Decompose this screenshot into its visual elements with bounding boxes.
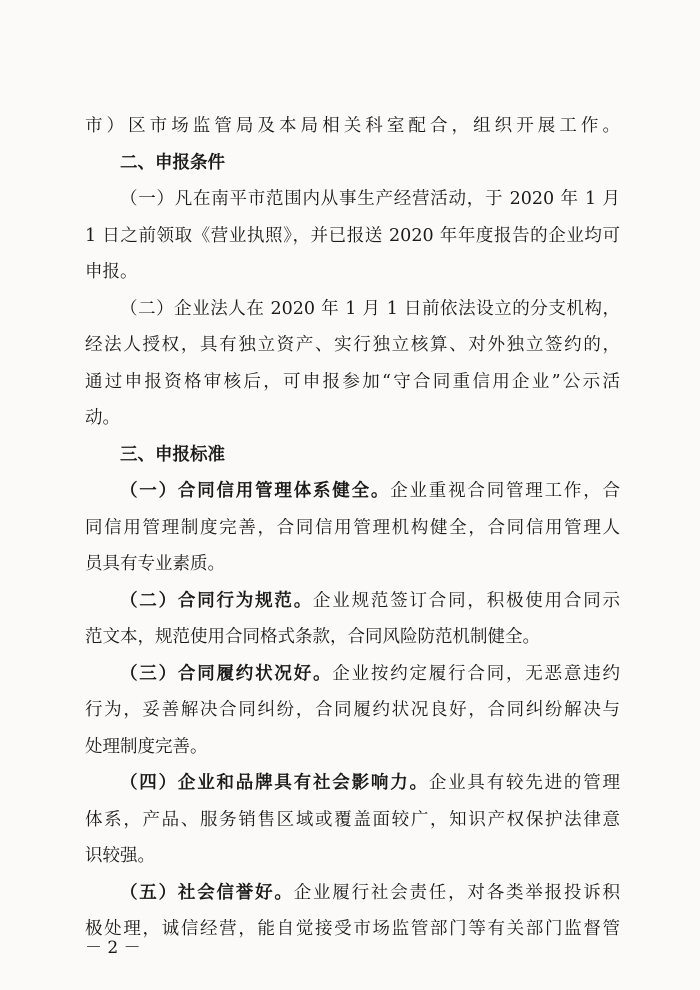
standard-item-text: 企业履行社会责任，对各类举报投诉积 (293, 882, 620, 903)
standard-item-5 (85, 875, 620, 912)
section-heading-standards: 三、申报标准 (120, 444, 225, 465)
section-heading-conditions: 二、申报条件 (120, 152, 225, 173)
standard-item-title: （五）社会信誉好。 (120, 882, 294, 903)
standard-item-text: 企业重视合同管理工作，合 (390, 481, 620, 501)
body-line: 同信用管理制度完善，合同信用管理机构健全，合同信用管理人 (85, 517, 620, 538)
body-line: 市）区市场监管局及本局相关科室配合，组织开展工作。 (85, 116, 620, 136)
document-body (85, 108, 620, 948)
body-line: （一）凡在南平市范围内从事生产经营活动，于 2020 年 1 月 (120, 189, 620, 209)
body-line: 通过申报资格审核后，可申报参加“守合同重信用企业”公示活 (85, 371, 620, 392)
body-line: 员具有专业素质。 (85, 554, 225, 574)
body-line: 1 日之前领取《营业执照》，并已报送 2020 年年度报告的企业均可 (85, 225, 620, 246)
standard-item-text: 企业规范签订合同，积极使用合同示 (313, 590, 620, 611)
body-line: 识较强。 (85, 846, 155, 866)
body-line: 行为，妥善解决合同纠纷，合同履约状况良好，合同纠纷解决与 (85, 700, 620, 720)
standard-item-3 (85, 656, 620, 693)
standard-item-title: （三）合同履约状况好。 (120, 663, 333, 684)
standard-item-4 (85, 765, 620, 802)
standard-item-title: （四）企业和品牌具有社会影响力。 (120, 773, 429, 793)
body-line: 动。 (85, 408, 120, 428)
page-number: － 2 － (85, 938, 141, 958)
body-line: 极处理，诚信经营，能自觉接受市场监管部门等有关部门监督管 (85, 919, 620, 939)
body-line: 处理制度完善。 (85, 736, 208, 757)
body-line: 经法人授权，具有独立资产、实行独立核算、对外独立签约的， (85, 335, 620, 355)
standard-item-text: 企业具有较先进的管理 (428, 773, 620, 793)
standard-item-2 (85, 583, 620, 620)
standard-item-title: （二）合同行为规范。 (120, 590, 313, 611)
body-line: 体系，产品、服务销售区域或覆盖面较广，知识产权保护法律意 (85, 809, 620, 830)
standard-item-1 (85, 473, 620, 510)
standard-item-title: （一）合同信用管理体系健全。 (120, 481, 391, 501)
body-line: 范文本，规范使用合同格式条款，合同风险防范机制健全。 (85, 627, 540, 647)
body-line: 申报。 (85, 262, 138, 282)
standard-item-text: 企业按约定履行合同，无恶意违约 (332, 663, 620, 684)
body-line: （二）企业法人在 2020 年 1 月 1 日前依法设立的分支机构， (120, 298, 620, 319)
